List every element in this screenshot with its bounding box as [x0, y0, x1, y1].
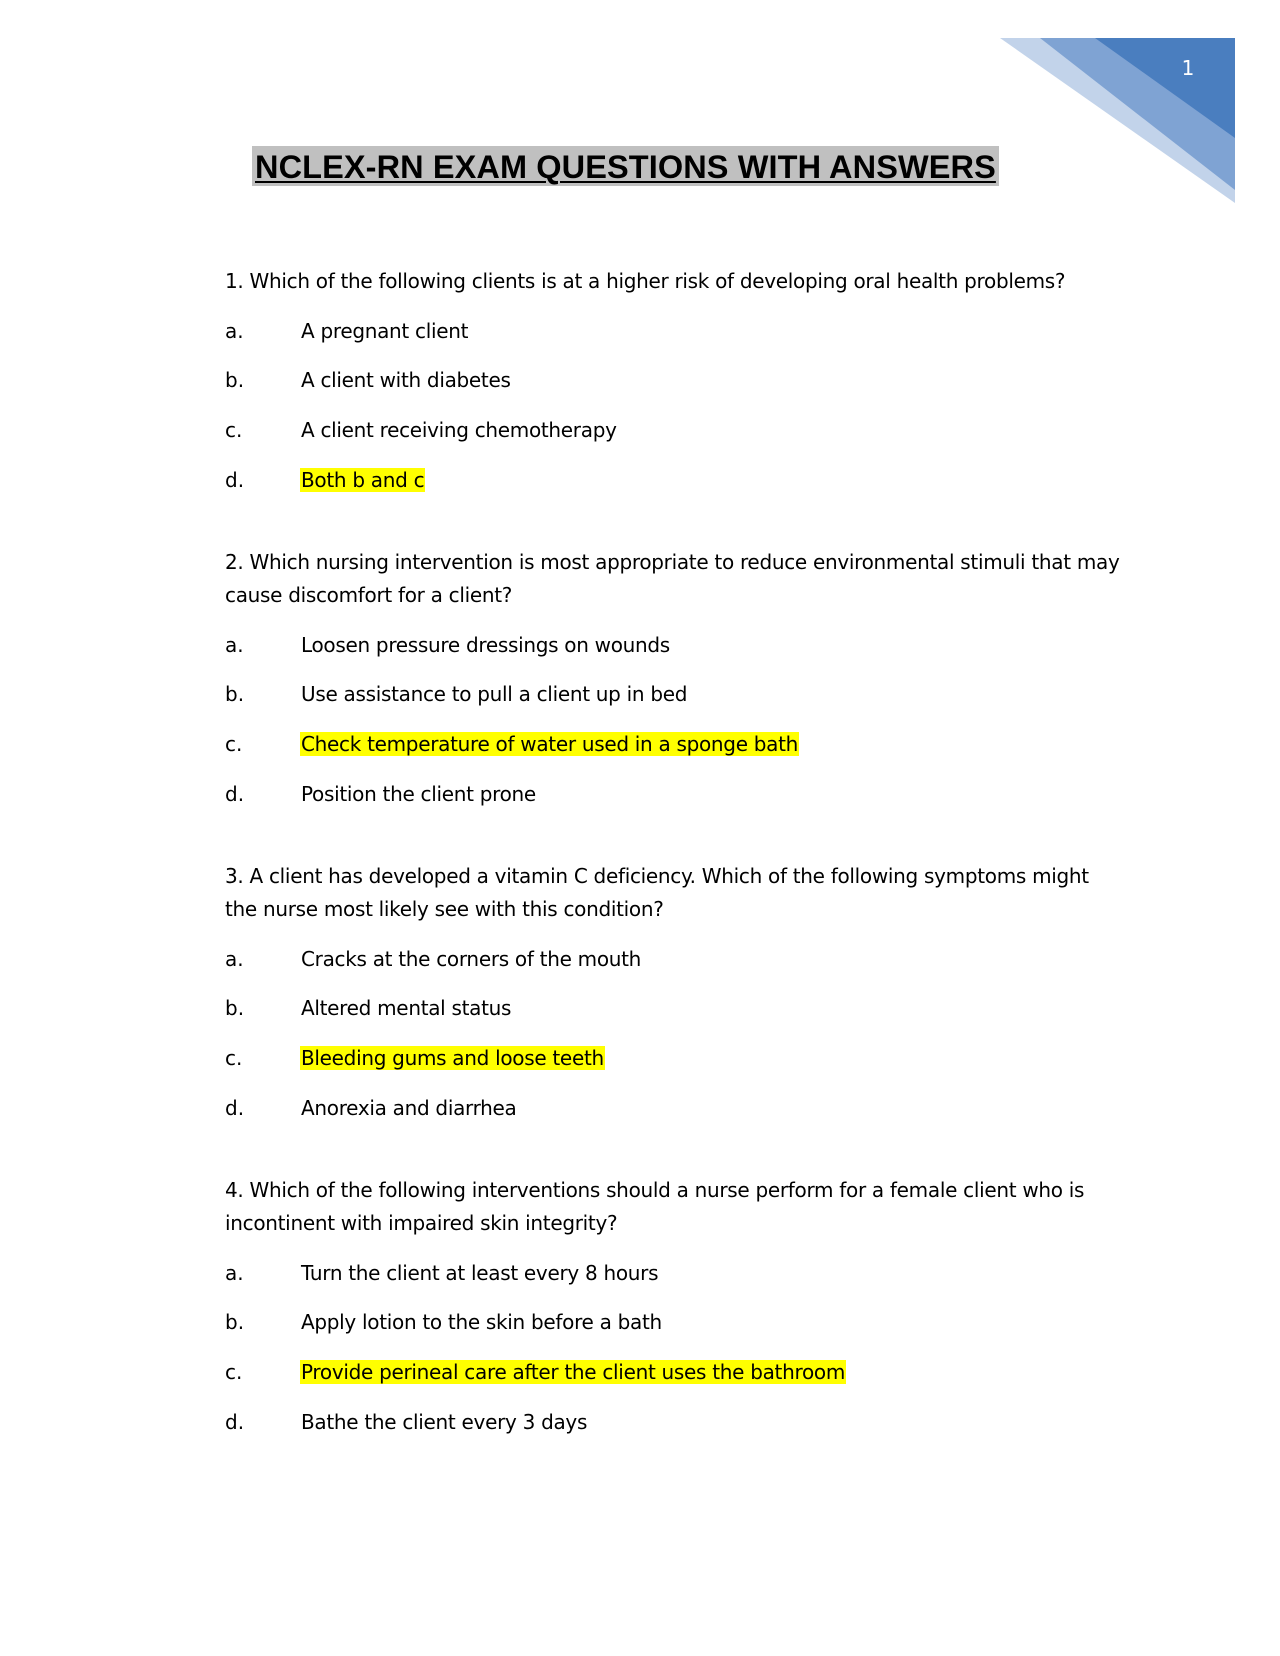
option-letter: c.	[225, 1360, 243, 1385]
question-text: 1. Which of the following clients is at a higher risk of developing oral health problems?	[225, 269, 1066, 293]
question-3	[225, 860, 1125, 1124]
option-text: Altered mental status	[301, 996, 512, 1021]
option-letter: d.	[225, 781, 245, 806]
option-text: Check temperature of water used in a sponge bath	[301, 731, 799, 756]
option-a	[225, 942, 1125, 975]
option-c	[225, 1356, 1125, 1389]
page-number: 1	[1181, 56, 1195, 80]
option-text: Loosen pressure dressings on wounds	[301, 632, 670, 657]
question-list	[225, 265, 1125, 1488]
option-text: A client with diabetes	[301, 368, 511, 393]
option-letter: b.	[225, 682, 245, 707]
option-text: Provide perineal care after the client uses the bathroom	[301, 1360, 846, 1385]
option-d	[225, 463, 1125, 496]
option-letter: b.	[225, 1310, 245, 1335]
option-letter: b.	[225, 996, 245, 1021]
option-b	[225, 1306, 1125, 1339]
option-text: Bathe the client every 3 days	[301, 1409, 588, 1434]
question-1	[225, 265, 1125, 496]
option-letter: d.	[225, 1409, 245, 1434]
question-2	[225, 546, 1125, 810]
option-a	[225, 314, 1125, 347]
option-c	[225, 727, 1125, 760]
option-letter: a.	[225, 318, 244, 343]
option-letter: d.	[225, 1095, 245, 1120]
option-letter: c.	[225, 1046, 243, 1070]
question-text: 2. Which nursing intervention is most appropriate to reduce environmental stimuli that may cause discomfort for a client?	[225, 550, 1120, 608]
option-b	[225, 678, 1125, 711]
option-letter: c.	[225, 417, 243, 442]
option-text: Anorexia and diarrhea	[301, 1095, 517, 1120]
option-text: A client receiving chemotherapy	[301, 417, 617, 442]
option-text: A pregnant client	[301, 318, 469, 343]
option-text: Position the client prone	[301, 781, 536, 806]
option-b	[225, 992, 1125, 1025]
option-c	[225, 1042, 1125, 1075]
question-text: 3. A client has developed a vitamin C deficiency. Which of the following symptoms might the nurse most likely see with this condition?	[225, 864, 1089, 922]
option-d	[225, 777, 1125, 810]
option-text: Both b and c	[301, 467, 425, 492]
option-letter: d.	[225, 467, 245, 492]
option-letter: b.	[225, 368, 245, 393]
option-d	[225, 1405, 1125, 1438]
option-text: Turn the client at least every 8 hours	[301, 1260, 659, 1285]
question-4	[225, 1174, 1125, 1438]
option-letter: a.	[225, 1260, 244, 1285]
option-d	[225, 1091, 1125, 1124]
option-letter: a.	[225, 946, 244, 971]
option-text: Apply lotion to the skin before a bath	[301, 1310, 662, 1335]
option-a	[225, 1256, 1125, 1289]
page-title: NCLEX-RN EXAM QUESTIONS WITH ANSWERS	[252, 146, 999, 186]
question-text: 4. Which of the following interventions should a nurse perform for a female client who is incontinent with impaired skin integrity?	[225, 1178, 1085, 1236]
option-text: Bleeding gums and loose teeth	[301, 1046, 604, 1070]
option-a	[225, 628, 1125, 661]
option-c	[225, 413, 1125, 446]
option-text: Use assistance to pull a client up in bed	[301, 682, 688, 707]
option-text: Cracks at the corners of the mouth	[301, 946, 642, 971]
option-letter: c.	[225, 731, 243, 756]
option-letter: a.	[225, 632, 244, 657]
option-b	[225, 364, 1125, 397]
